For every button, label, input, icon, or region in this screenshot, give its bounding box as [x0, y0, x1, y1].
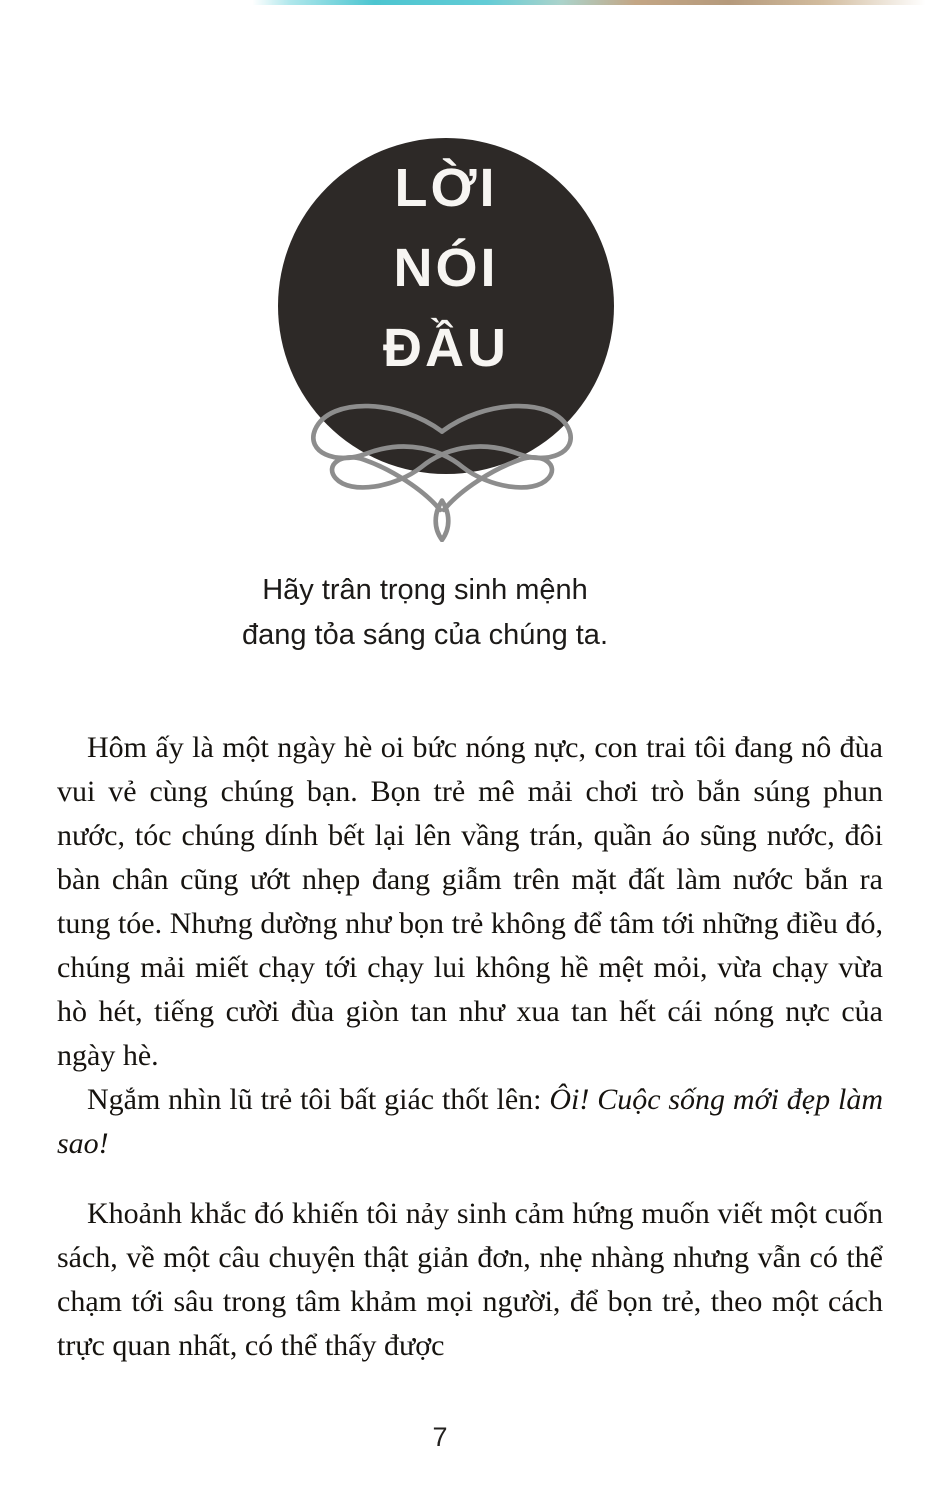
- paragraph: [57, 1192, 883, 1368]
- paragraph: [57, 1078, 883, 1166]
- paragraph-segment: Hôm ấy là một ngày hè oi bức nóng nực, con trai tôi đang nô đùa vui vẻ cùng chúng bạn. Bọn trẻ mê mải chơi trò bắn súng phun nước, tóc chúng dính bết lại lên vầng trán, quần áo sũng nước, đôi bàn chân cũng ướt nhẹp đang giẫm trên mặt đất làm nước bắn ra tung tóe. Nhưng dường như bọn trẻ không để tâm tới những điều đó, chúng mải miết chạy tới chạy lui không hề mệt mỏi, vừa chạy vừa hò hét, tiếng cười đùa giòn tan như xua tan hết cái nóng nực của ngày hè.: [57, 731, 883, 1072]
- page-number: 7: [432, 1422, 448, 1452]
- calligraphic-flourish-icon: [302, 392, 582, 542]
- foreword-title-line-3: ĐẦU: [383, 318, 509, 378]
- scan-edge-artifact: [0, 0, 935, 5]
- epigraph: [0, 568, 850, 658]
- body-paragraphs: [57, 726, 883, 1368]
- epigraph-line-1: Hãy trân trọng sinh mệnh: [262, 574, 588, 606]
- paragraph-segment: Ngắm nhìn lũ trẻ tôi bất giác thốt lên:: [87, 1083, 550, 1116]
- paragraph-segment: Khoảnh khắc đó khiến tôi nảy sinh cảm hứng muốn viết một cuốn sách, về một câu chuyện thật giản đơn, nhẹ nhàng nhưng vẫn có thể chạm tới sâu trong tâm khảm mọi người, để bọn trẻ, theo một cách trực quan nhất, có thể thấy được: [57, 1197, 883, 1362]
- flourish-svg: [302, 392, 582, 542]
- foreword-title-line-1: LỜI: [394, 158, 498, 218]
- epigraph-line-2: đang tỏa sáng của chúng ta.: [241, 619, 608, 651]
- paragraph-italic-segment: Ôi! Cuộc sống mới đẹp làm sao!: [57, 1083, 883, 1160]
- paragraph: [57, 726, 883, 1078]
- foreword-title-line-2: NÓI: [393, 238, 499, 298]
